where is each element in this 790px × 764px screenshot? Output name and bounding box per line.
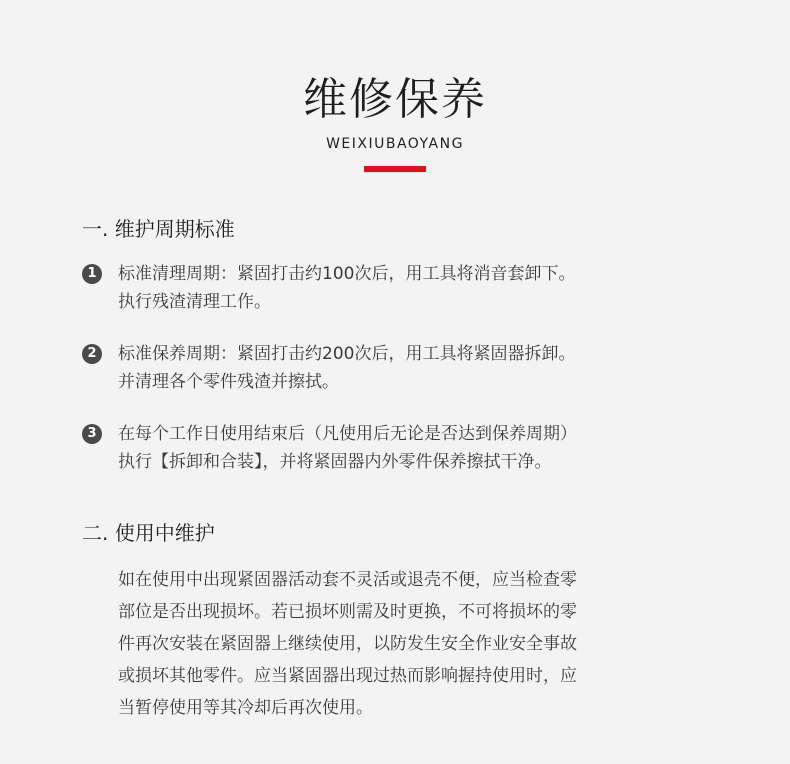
number-badge-icon: 2 (82, 344, 102, 364)
item-line: 并清理各个零件残渣并擦拭。 (118, 372, 339, 392)
section-heading: 二. 使用中维护 (82, 521, 215, 545)
number-badge-icon: 3 (82, 424, 102, 444)
paragraph-line: 部位是否出现损坏。若已损坏则需及时更换，不可将损坏的零 (118, 602, 577, 622)
paragraph (82, 564, 702, 724)
list-item (82, 420, 702, 476)
paragraph-line: 或损坏其他零件。应当紧固器出现过热而影响握持使用时，应 (118, 666, 577, 686)
title-underline-bar (364, 166, 426, 172)
section-heading: 一. 维护周期标准 (82, 217, 235, 241)
in-use-maintenance-section (82, 518, 702, 724)
item-line: 标准清理周期：紧固打击约100次后，用工具将消音套卸下。 (118, 264, 576, 284)
page-subtitle: WEIXIUBAOYANG (326, 136, 464, 152)
page-title: 维修保养 (303, 74, 487, 125)
item-line: 在每个工作日使用结束后（凡使用后无论是否达到保养周期） (118, 424, 577, 444)
page-header (0, 70, 790, 172)
maintenance-cycle-section (82, 214, 702, 476)
item-line: 标准保养周期：紧固打击约200次后，用工具将紧固器拆卸。 (118, 344, 576, 364)
paragraph-line: 如在使用中出现紧固器活动套不灵活或退壳不便，应当检查零 (118, 570, 577, 590)
list-item (82, 340, 702, 396)
item-line: 执行残渣清理工作。 (118, 292, 271, 312)
paragraph-line: 件再次安装在紧固器上继续使用，以防发生安全作业安全事故 (118, 634, 577, 654)
number-badge-icon: 1 (82, 264, 102, 284)
paragraph-line: 当暂停使用等其冷却后再次使用。 (118, 698, 373, 718)
item-line: 执行【拆卸和合装】，并将紧固器内外零件保养擦拭干净。 (118, 452, 552, 472)
list-item (82, 260, 702, 316)
